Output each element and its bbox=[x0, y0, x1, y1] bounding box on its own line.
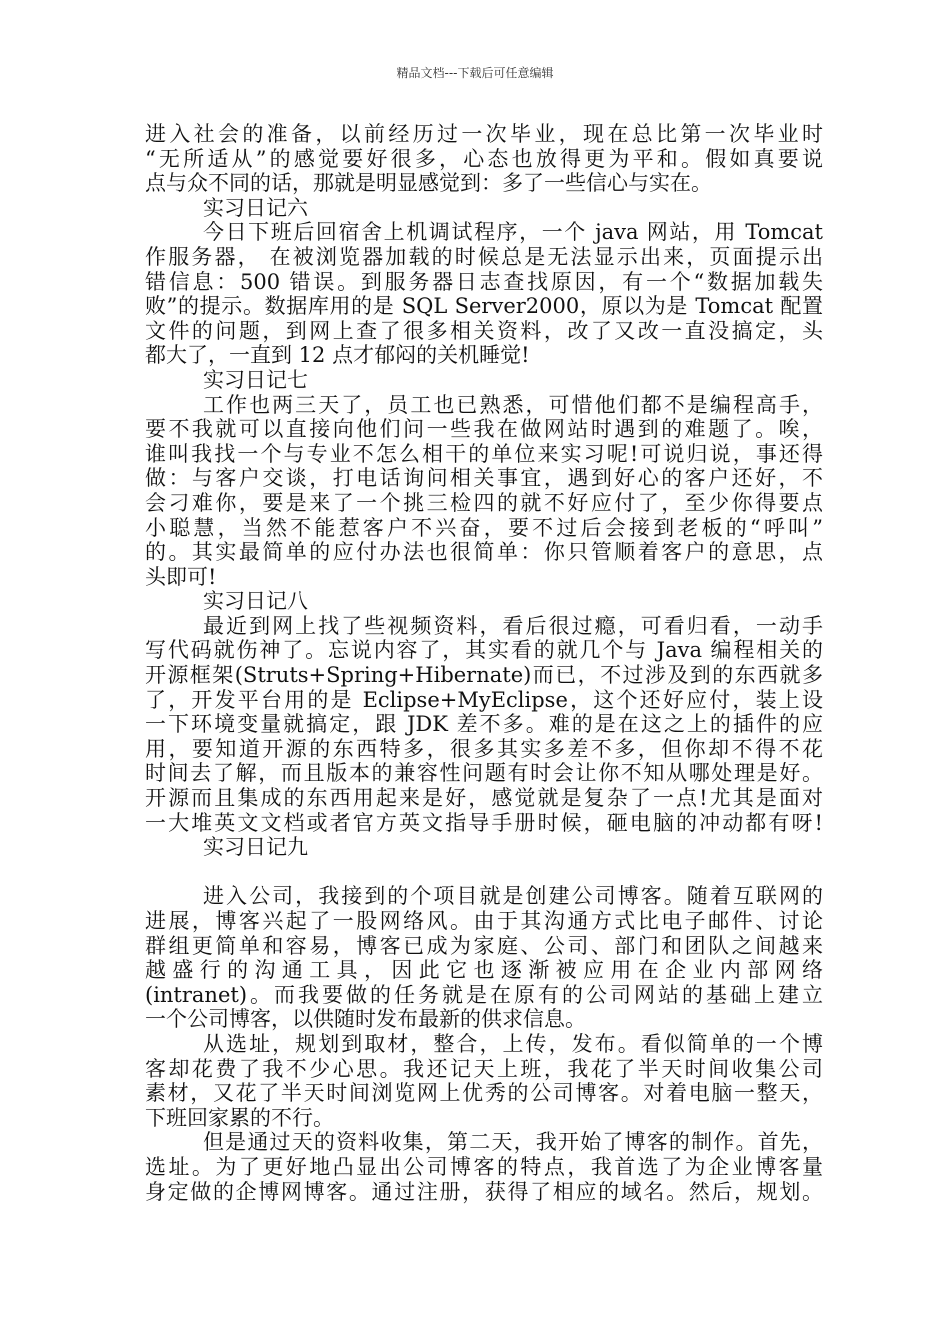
text-line: 文件的问题，到网上查了很多相关资料，改了又改一直没搞定，头 bbox=[145, 318, 823, 343]
text-line: 一个公司博客，以供随时发布最新的供求信息。 bbox=[145, 1007, 586, 1032]
text-line: 越盛行的沟通工具，因此它也逐渐被应用在企业内部网络 bbox=[145, 958, 823, 983]
text-line: 今日下班后回宿舍上机调试程序，一个 java 网站，用 Tomcat bbox=[203, 220, 823, 245]
text-line: 一大堆英文文档或者官方英文指导手册时候，砸电脑的冲动都有呀! bbox=[145, 810, 823, 835]
text-line: 败”的提示。数据库用的是 SQL Server2000，原以为是 Tomcat 配置 bbox=[145, 294, 823, 319]
text-line: 写代码就伤神了。忘说内容了，其实看的就几个与 Java 编程相关的 bbox=[145, 638, 823, 663]
text-line: 实习日记七 bbox=[203, 367, 308, 392]
document-body bbox=[145, 122, 823, 1204]
text-line: 群组更简单和容易，博客已成为家庭、公司、部门和团队之间越来 bbox=[145, 933, 823, 958]
text-line: 点与众不同的话，那就是明显感觉到：多了一些信心与实在。 bbox=[145, 171, 712, 196]
text-line: (intranet)。而我要做的任务就是在原有的公司网站的基础上建立 bbox=[145, 982, 823, 1007]
text-line: 选址。为了更好地凸显出公司博客的特点，我首选了为企业博客量 bbox=[145, 1154, 823, 1179]
text-line: 头即可! bbox=[145, 564, 217, 589]
text-line: 开源框架(Struts+Spring+Hibernate)而已，不过涉及到的东西就多 bbox=[145, 663, 823, 688]
text-line: 进入社会的准备，以前经历过一次毕业，现在总比第一次毕业时 bbox=[145, 122, 823, 146]
text-line: 做：与客户交谈，打电话询问相关事宜，遇到好心的客户还好，不 bbox=[145, 466, 823, 491]
text-line: 身定做的企博网博客。通过注册，获得了相应的域名。然后，规划。 bbox=[145, 1179, 823, 1204]
blank-line bbox=[145, 860, 823, 885]
text-line: 实习日记九 bbox=[203, 835, 308, 860]
text-line: 要不我就可以直接向他们问一些我在做网站时遇到的难题了。唉， bbox=[145, 417, 823, 442]
text-line: 错信息：500 错误。到服务器日志查找原因，有一个“数据加载失 bbox=[145, 269, 823, 294]
text-line: 谁叫我找一个与专业不怎么相干的单位来实习呢!可说归说，事还得 bbox=[145, 441, 823, 466]
text-line: 最近到网上找了些视频资料，看后很过瘾，可看归看，一动手 bbox=[203, 613, 823, 638]
text-line: 作服务器， 在被浏览器加载的时候总是无法显示出来，页面提示出 bbox=[145, 244, 823, 269]
text-line: 会刁难你，要是来了一个挑三检四的就不好应付了，至少你得要点 bbox=[145, 490, 823, 515]
text-line: 都大了，一直到 12 点才郁闷的关机睡觉! bbox=[145, 343, 530, 368]
text-line: 开源而且集成的东西用起来是好，感觉就是复杂了一点!尤其是面对 bbox=[145, 786, 823, 811]
text-line: 从选址，规划到取材，整合，上传，发布。看似简单的一个博 bbox=[203, 1031, 823, 1056]
text-line: 小聪慧，当然不能惹客户不兴奋，要不过后会接到老板的“呼叫” bbox=[145, 515, 823, 540]
text-line: 时间去了解，而且版本的兼容性问题有时会让你不知从哪处理是好。 bbox=[145, 761, 823, 786]
text-line: 进展，博客兴起了一股网络风。由于其沟通方式比电子邮件、讨论 bbox=[145, 909, 823, 933]
text-line: 进入公司，我接到的个项目就是创建公司博客。随着互联网的 bbox=[203, 884, 823, 909]
text-line: 实习日记八 bbox=[203, 589, 308, 614]
page-header: 精品文档---下载后可任意编辑 bbox=[396, 66, 554, 80]
text-line: 用，要知道开源的东西特多，很多其实多差不多，但你却不得不花 bbox=[145, 736, 823, 761]
text-line: 工作也两三天了，员工也已熟悉，可惜他们都不是编程高手， bbox=[203, 392, 823, 417]
text-line: 一下环境变量就搞定，跟 JDK 差不多。难的是在这之上的插件的应 bbox=[145, 712, 823, 737]
text-line: 的。其实最简单的应付办法也很简单：你只管顺着客户的意思，点 bbox=[145, 540, 823, 565]
text-line: 素材，又花了半天时间浏览网上优秀的公司博客。对着电脑一整天， bbox=[145, 1081, 823, 1106]
text-line: 但是通过天的资料收集，第二天，我开始了博客的制作。首先， bbox=[203, 1130, 823, 1155]
text-line: 实习日记六 bbox=[203, 195, 308, 220]
text-line: 了，开发平台用的是 Eclipse+MyEclipse，这个还好应付，装上设 bbox=[145, 687, 823, 712]
text-line: 客却花费了我不少心思。我还记天上班，我花了半天时间收集公司 bbox=[145, 1056, 823, 1081]
text-line: “无所适从”的感觉要好很多，心态也放得更为平和。假如真要说 bbox=[145, 146, 823, 171]
text-line: 下班回家累的不行。 bbox=[145, 1105, 334, 1130]
